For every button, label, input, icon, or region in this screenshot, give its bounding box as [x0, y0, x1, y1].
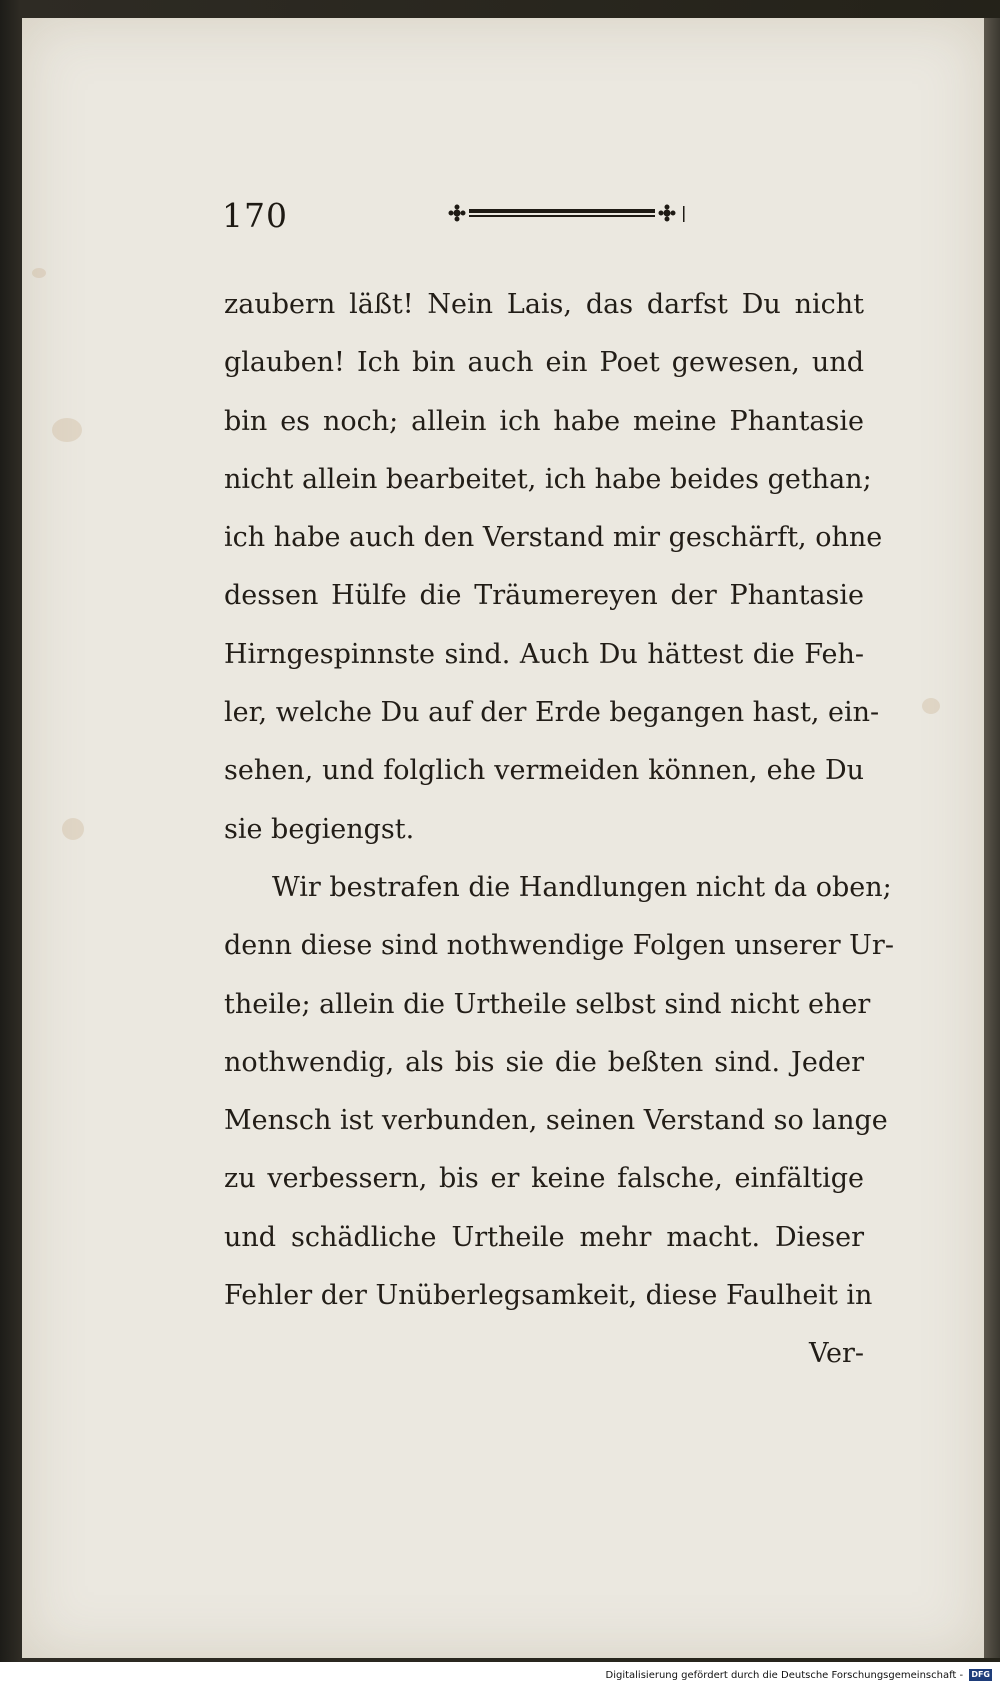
page-header: [222, 196, 692, 246]
page-number: 170: [222, 196, 288, 235]
text-line: und schädliche Urtheile mehr macht. Dieser: [224, 1221, 864, 1253]
text-line: sie begiengst.: [224, 813, 415, 845]
page-stack-edge: [984, 18, 1000, 1658]
text-line: Fehler der Unüberlegsamkeit, diese Faulheit in: [224, 1280, 873, 1312]
digitization-credit: [600, 1667, 992, 1685]
text-line: ich habe auch den Verstand mir geschärft, ohne: [224, 522, 883, 554]
text-line: zaubern läßt! Nein Lais, das darfst Du nicht: [224, 289, 864, 320]
text-line: sehen, und folglich vermeiden können, ehe Du: [224, 755, 864, 787]
text-line: glauben! Ich bin auch ein Poet gewesen, und: [224, 347, 864, 379]
dfg-logo-icon: DFG: [971, 1670, 990, 1679]
foxing-spot: [922, 698, 940, 714]
credit-text: Digitalisierung gefördert durch die Deutsche Forschungsgemeinschaft -: [605, 1670, 964, 1681]
text-line: theile; allein die Urtheile selbst sind nicht eher: [224, 988, 871, 1020]
page-body-text: [224, 286, 894, 1394]
foxing-spot: [52, 418, 82, 442]
text-line: bin es noch; allein ich habe meine Phantasie: [224, 405, 864, 437]
text-line: dessen Hülfe die Träumereyen der Phantasie: [224, 580, 864, 612]
text-line: Wir bestrafen die Handlungen nicht da oben;: [272, 871, 892, 903]
text-line: Hirngespinnste sind. Auch Du hättest die Feh-: [224, 638, 864, 670]
catchword: Ver-: [808, 1338, 864, 1370]
foxing-spot: [32, 268, 46, 278]
header-ornament-icon: [447, 202, 687, 226]
text-line: denn diese sind nothwendige Folgen unserer Ur-: [224, 930, 894, 962]
text-line: ler, welche Du auf der Erde begangen hast, ein-: [224, 697, 880, 729]
text-line: nothwendig, als bis sie die beßten sind. Jeder: [224, 1046, 864, 1078]
text-line: Mensch ist verbunden, seinen Verstand so lange: [224, 1105, 888, 1137]
text-line: nicht allein bearbeitet, ich habe beides gethan;: [224, 463, 872, 495]
foxing-spot: [62, 818, 84, 840]
text-line: zu verbessern, bis er keine falsche, einfältige: [224, 1163, 864, 1195]
